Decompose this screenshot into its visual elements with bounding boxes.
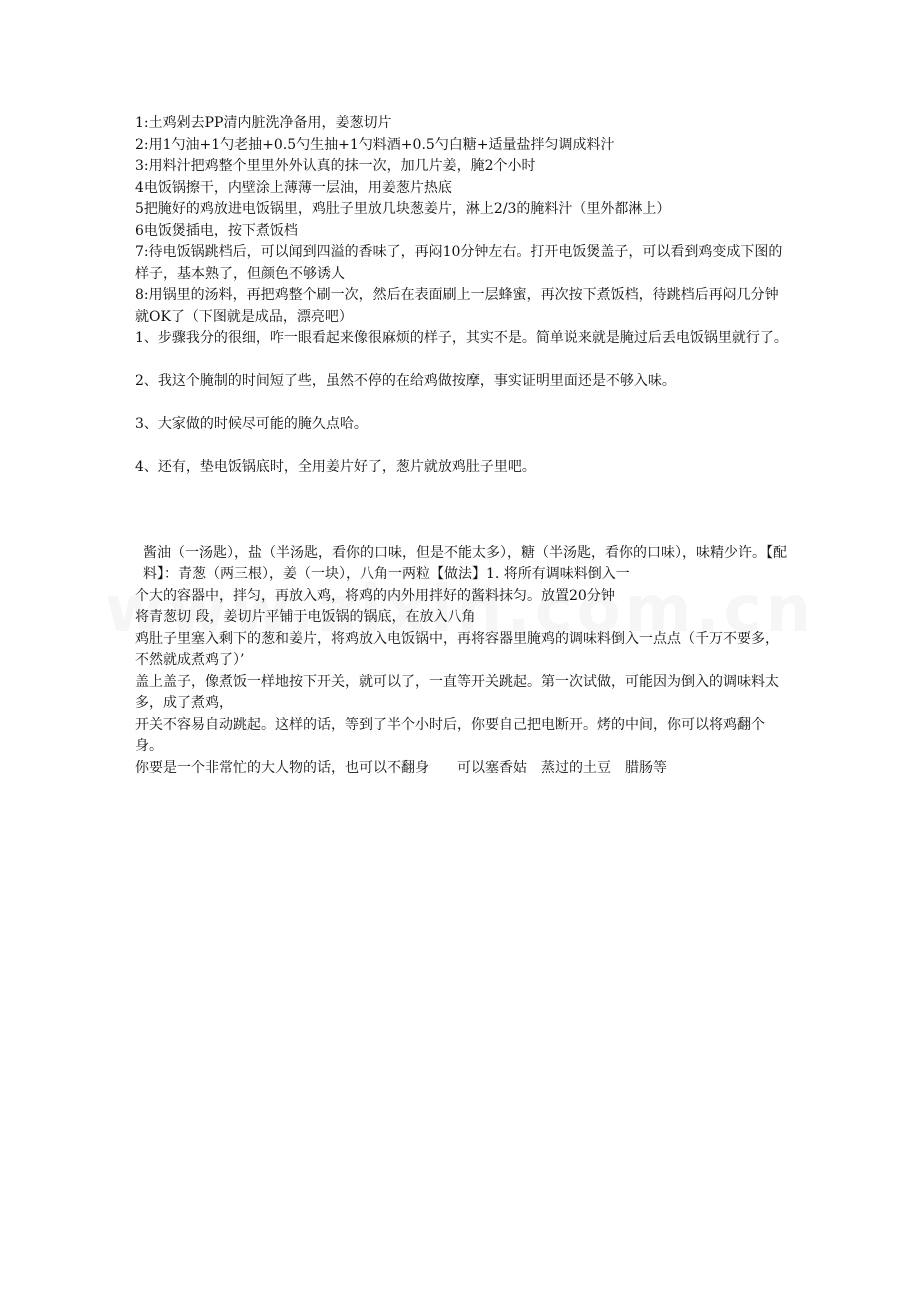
recipe-line: 个大的容器中，拌匀，再放入鸡，将鸡的内外用拌好的酱料抹匀。放置20分钟 <box>135 587 615 604</box>
recipe-line: 酱油（一汤匙），盐（半汤匙，看你的口味，但是不能太多），糖（半汤匙，看你的口味），味精少许。【配料】：青葱（两三根），姜（一块），八角一两粒【做法】1. 将所有调味料倒入一 <box>143 544 787 582</box>
note-line: 2、我这个腌制的时间短了些，虽然不停的在给鸡做按摩，事实证明里面还是不够入味。 <box>135 373 676 389</box>
step-line: 2:用1勺油+1勺老抽+0.5勺生抽+1勺料酒+0.5勺白糖+适量盐拌匀调成料汁 <box>135 136 615 153</box>
spacer <box>135 393 790 415</box>
spacer <box>135 479 790 543</box>
spacer <box>135 436 790 458</box>
step-line: 4电饭锅擦干，内壁涂上薄薄一层油，用姜葱片热底 <box>135 179 452 196</box>
step-line: 5把腌好的鸡放进电饭锅里，鸡肚子里放几块葱姜片，淋上2/3的腌料汁（里外都淋上） <box>135 201 671 217</box>
step-line: 1:土鸡剁去PP清内脏洗净备用，姜葱切片 <box>135 115 392 131</box>
recipe-line: 将青葱切 段，姜切片平铺于电饭锅的锅底，在放入八角 <box>135 609 476 625</box>
step-line: 3:用料汁把鸡整个里里外外认真的抹一次，加几片姜，腌2个小时 <box>135 158 536 174</box>
step-line: 6电饭煲插电，按下煮饭档 <box>135 222 298 239</box>
recipe-line: 盖上盖子，像煮饭一样地按下开关，就可以了，一直等开关跳起。第一次试做，可能因为倒入的调味料太多，成了煮鸡， <box>135 673 779 711</box>
recipe-line: 你要是一个非常忙的大人物的话，也可以不翻身 可以塞香姑 蒸过的土豆 腊肠等 <box>135 759 667 776</box>
note-line: 4、还有，垫电饭锅底时，全用姜片好了，葱片就放鸡肚子里吧。 <box>135 459 536 475</box>
recipe-line: 鸡肚子里塞入剩下的葱和姜片，将鸡放入电饭锅中，再将容器里腌鸡的调味料倒入一点点（千万不要多，不然就成煮鸡了）’ <box>135 630 779 668</box>
recipe-line: 开关不容易自动跳起。这样的话，等到了半个小时后，你要自己把电断开。烤的中间，你可以将鸡翻个身。 <box>135 716 765 754</box>
step-line: 8:用锅里的汤料，再把鸡整个刷一次，然后在表面刷上一层蜂蜜，再次按下煮饭档，待跳档后再闷几分钟就OK了（下图就是成品，漂亮吧） <box>135 287 779 325</box>
step-line: 7:待电饭锅跳档后，可以闻到四溢的香味了，再闷10分钟左右。打开电饭煲盖子，可以看到鸡变成下图的样子，基本熟了，但颜色不够诱人 <box>135 244 783 282</box>
note-line: 1、步骤我分的很细，咋一眼看起来像很麻烦的样子，其实不是。简单说来就是腌过后丢电饭锅里就行了。 <box>135 330 788 346</box>
spacer <box>135 350 790 372</box>
document-body <box>135 113 790 779</box>
note-line: 3、大家做的时候尽可能的腌久点哈。 <box>135 416 368 432</box>
